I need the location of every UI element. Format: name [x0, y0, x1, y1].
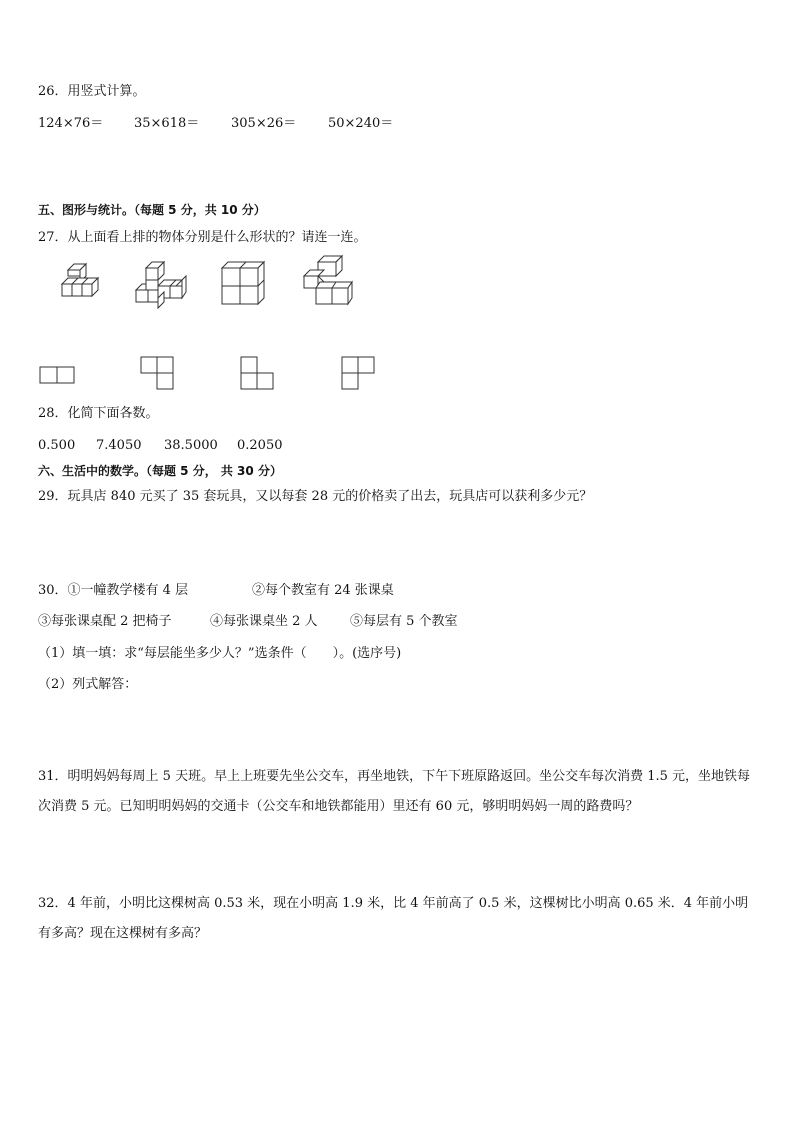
- q27-title: 27．从上面看上排的物体分别是什么形状的？请连一连。: [38, 230, 367, 245]
- q28-num-3: 38.5000: [164, 438, 218, 453]
- q32-text: 32．4 年前，小明比这棵树高 0.53 米，现在小明高 1.9 米，比 4 年前高了 0.5 米，这棵树比小明高 0.65 米．4 年前小明有多高？现在这棵树有多高？: [38, 896, 749, 941]
- top-view-shape-3: [241, 357, 277, 393]
- q30-condition-4: ④每张课桌坐 2 人: [210, 614, 318, 629]
- cube-figure-2: [136, 262, 186, 310]
- q28-num-1: 0.500: [38, 438, 76, 453]
- q30-condition-1: 30．①一幢教学楼有 4 层: [38, 583, 189, 598]
- q28-num-2: 7.4050: [96, 438, 142, 453]
- q28-num-4: 0.2050: [237, 438, 283, 453]
- q30-condition-2: ②每个教室有 24 张课桌: [252, 583, 394, 598]
- q29-text: 29．玩具店 840 元买了 35 套玩具，又以每套 28 元的价格卖了出去，玩具店可以获利多少元？: [38, 489, 593, 504]
- top-view-shape-1: [40, 367, 76, 385]
- q26-expr-3: 305×26＝: [231, 116, 297, 131]
- q26-expr-1: 124×76＝: [38, 116, 104, 131]
- q26-title: 26．用竖式计算。: [38, 84, 146, 99]
- cube-figure-3: [222, 262, 270, 308]
- top-view-shape-2: [141, 357, 177, 393]
- q28-title: 28．化简下面各数。: [38, 406, 159, 421]
- q30-part-2: （2）列式解答：: [38, 677, 138, 692]
- cube-figure-1: [56, 270, 106, 310]
- q30-condition-5: ⑤每层有 5 个教室: [350, 614, 458, 629]
- q26-expr-2: 35×618＝: [134, 116, 200, 131]
- q30-condition-3: ③每张课桌配 2 把椅子: [38, 614, 172, 629]
- q31-text: 31．明明妈妈每周上 5 天班。早上上班要先坐公交车，再坐地铁，下午下班原路返回。坐公交车每次消费 1.5 元，坐地铁每次消费 5 元。已知明明妈妈的交通卡（公交车和地铁都能用）里还有 60 元，够明明妈妈一周的路费吗？: [38, 769, 751, 814]
- top-view-shape-4: [342, 357, 378, 393]
- section-6-heading: 六、生活中的数学。（每题 5 分， 共 30 分）: [38, 464, 282, 478]
- cube-figure-4: [300, 256, 354, 308]
- q30-part-1: （1）填一填：求“每层能坐多少人？”选条件（ ）。(选序号): [38, 646, 402, 661]
- q26-expr-4: 50×240＝: [328, 116, 394, 131]
- section-5-heading: 五、图形与统计。（每题 5 分，共 10 分）: [38, 203, 266, 217]
